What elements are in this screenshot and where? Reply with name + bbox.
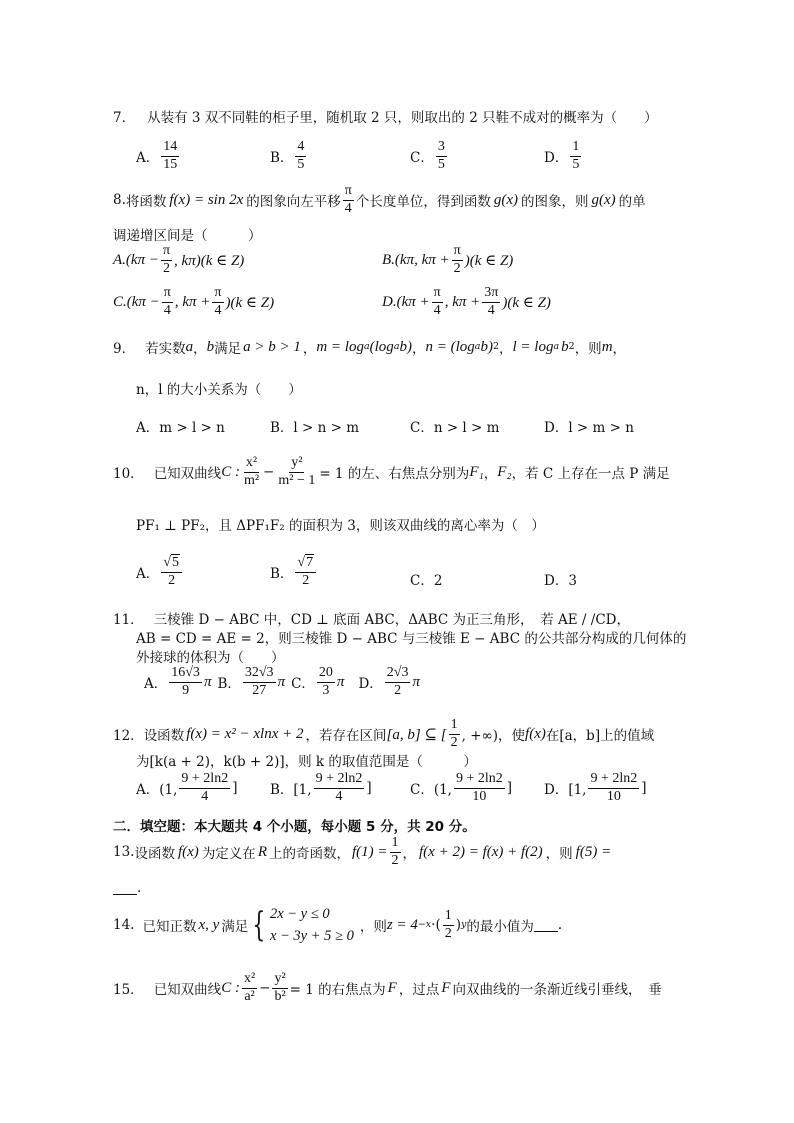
q7-option-c: [410, 140, 449, 172]
numerator: 20: [317, 666, 335, 683]
option-tail: π: [412, 673, 420, 690]
q9-sep: ，: [499, 341, 513, 357]
numerator: 32√3: [243, 666, 276, 683]
numerator: π: [343, 184, 354, 201]
q13-number: 13.: [113, 844, 135, 861]
q10-text: 已知双曲线: [153, 466, 222, 483]
numerator: 9 + 2ln2: [454, 772, 505, 789]
denominator: a²: [244, 988, 255, 1004]
q13-sep: ，: [402, 846, 417, 863]
q14-number: 14.: [113, 917, 135, 934]
option-tail: )(k ∈ Z): [225, 294, 275, 311]
q8-option-b: [382, 244, 513, 276]
fraction: [385, 666, 411, 698]
q8-function: f(x) = sin 2x: [169, 191, 244, 208]
fraction: [242, 972, 257, 1004]
fraction: [449, 718, 460, 750]
numerator: y²: [272, 972, 287, 989]
q7-option-b: [270, 140, 308, 172]
q15-text: 已知双曲线: [153, 982, 222, 999]
option-tail: )(k ∈ Z): [502, 294, 551, 311]
q13-stem-line: [113, 836, 611, 868]
numerator: 16√3: [169, 666, 202, 683]
fraction: [179, 772, 230, 804]
numerator: 1: [443, 909, 454, 926]
var-m: m: [601, 338, 613, 355]
denominator: 4: [487, 302, 495, 318]
q11-option-b: [217, 666, 285, 698]
q9-text: 满足: [214, 341, 242, 357]
q14-equation-2: x − 3y + 5 ≥ 0: [269, 928, 354, 945]
fraction: [436, 140, 447, 172]
radicand: 5: [171, 555, 179, 570]
q11-stem-line3: 外接球的体积为（ ）: [136, 650, 285, 666]
q10-option-b: [270, 556, 318, 588]
numerator: 4: [295, 140, 306, 157]
q8-text: 将函数: [125, 194, 167, 211]
fraction: [570, 140, 581, 172]
option-tail: π: [277, 673, 286, 690]
denominator: 2: [302, 572, 310, 588]
q12-interval: [a, b] ⊆ [: [386, 726, 447, 743]
q8-option-d: [382, 286, 551, 318]
q10-option-a: [136, 556, 184, 588]
q7-stem: 从装有 3 双不同鞋的柜子里，随机取 2 只，则取出的 2 只鞋不成对的概率为（ ）: [147, 110, 658, 126]
fraction: [390, 836, 401, 868]
q9-number: 9．: [113, 341, 136, 357]
q14-z: z = 4: [386, 916, 418, 933]
q11-number: 11．: [113, 612, 144, 628]
numerator: 14: [161, 140, 179, 157]
q14-text: ，则: [359, 919, 387, 936]
option-tail: , kπ)(k ∈ Z): [174, 252, 245, 269]
denominator: 27: [252, 682, 267, 698]
q14-answer-blank[interactable]: [534, 919, 558, 932]
q13-function: f(x): [177, 843, 199, 860]
q8-g-function: g(x): [493, 191, 518, 208]
fraction: [161, 244, 172, 276]
option-label: B.(kπ, kπ +: [382, 251, 450, 268]
q12-text: 在[a，b]上的值域: [545, 728, 655, 745]
q9-sep: ，: [411, 341, 426, 357]
q13-tail: .: [137, 880, 142, 896]
denominator: 2: [162, 260, 170, 276]
denominator: 2: [394, 682, 402, 698]
q12-stem-line2: 为[k(a + 2)，k(b + 2)]，则 k 的取值范围是（ ）: [136, 754, 477, 770]
q12-option-a: [136, 772, 237, 804]
numerator: π: [161, 244, 172, 261]
q12-stem-line: [113, 718, 654, 750]
q13-answer-blank[interactable]: [113, 882, 137, 895]
numerator: 3: [436, 140, 447, 157]
denominator: m² − 1: [278, 472, 316, 488]
q14-text: 已知正数: [142, 919, 197, 936]
option-tail: π: [203, 673, 212, 690]
q8-g-function: g(x): [591, 191, 616, 208]
option-mid: , kπ +: [174, 293, 211, 310]
fraction: [314, 772, 365, 804]
q14-system: [270, 903, 354, 948]
q11-stem-line: [113, 608, 630, 628]
q12-text: 设函数: [143, 728, 185, 745]
q12-option-b: [270, 772, 372, 804]
denominator: 4: [433, 302, 441, 318]
option-tail: ]: [232, 780, 238, 797]
q14-dot: ·(: [431, 917, 441, 934]
q11-stem-line2: AB = CD = AE = 2，则三棱锥 D − ABC 与三棱锥 E − ABC 的公共部分构成的几何体的: [136, 631, 687, 647]
q9-m-tail: b): [399, 338, 412, 355]
fraction: [452, 244, 463, 276]
denominator: 3: [322, 682, 330, 698]
numerator: π: [212, 286, 223, 303]
q13-answer-line: [113, 880, 141, 896]
q13-text: 上的奇函数，: [268, 846, 350, 863]
q11-option-c: [291, 666, 344, 698]
q9-text: ，则: [574, 341, 602, 357]
denominator: b²: [274, 988, 286, 1004]
fraction: [162, 286, 173, 318]
option-label: D.(kπ +: [382, 293, 430, 310]
q9-l-tail: b: [561, 338, 569, 355]
radicand: 7: [306, 555, 314, 570]
q15-f: F: [387, 979, 397, 996]
denominator: 2: [453, 260, 461, 276]
fraction: [169, 666, 202, 698]
option-tail: )(k ∈ Z): [464, 252, 514, 269]
fraction: $\frac{√7}{2}$: [295, 556, 316, 588]
q13-text: 设函数: [134, 846, 175, 863]
numerator: x²: [242, 972, 257, 989]
fraction: [161, 140, 179, 172]
denominator: 4: [214, 302, 222, 318]
numerator: 9 + 2ln2: [314, 772, 365, 789]
denominator: 10: [606, 788, 621, 804]
q10-sep: ，: [483, 466, 498, 483]
fraction: [443, 909, 454, 941]
fraction: [276, 456, 317, 488]
fraction: [295, 140, 306, 172]
q12-option-c: [410, 772, 512, 804]
q14-stem-line: [113, 903, 562, 948]
q11-option-a: [144, 666, 211, 698]
fraction: $\frac{√5}{2}$: [161, 556, 182, 588]
numerator: π: [452, 244, 463, 261]
fraction: [343, 184, 354, 216]
q8-stem-line2: 调递增区间是（ ）: [113, 228, 262, 244]
q12-function: f(x): [525, 725, 546, 742]
q15-text: = 1 的右焦点为: [289, 982, 386, 999]
q15-number: 15．: [113, 982, 144, 999]
denominator: 15: [163, 156, 178, 172]
denominator: 4: [201, 788, 209, 804]
denominator: 5: [572, 156, 580, 172]
var-b: b: [206, 338, 215, 355]
q8-text: 的图象向左平移: [246, 194, 341, 211]
q9-l: l = log: [512, 338, 554, 355]
option-label: D．[1,: [544, 782, 587, 799]
var-a: a: [185, 338, 194, 355]
fraction: [242, 456, 261, 488]
option-label: C.(kπ −: [113, 293, 160, 310]
q7-option-d: [544, 140, 583, 172]
option-tail: π: [336, 673, 345, 690]
denominator: 5: [437, 156, 445, 172]
section-fill-in-heading: 二．填空题：本大题共 4 个小题，每小题 5 分，共 20 分。: [113, 819, 476, 835]
q9-m: m = log: [316, 338, 364, 355]
q7-stem-line: [113, 106, 658, 126]
q13-text: ，则: [545, 846, 573, 863]
option-label: B．: [270, 566, 294, 583]
option-label: D．: [358, 676, 383, 693]
fraction: [588, 772, 639, 804]
option-label: C．: [291, 676, 315, 693]
q10-option-c: C．2: [410, 573, 443, 589]
q9-option-a: A．m > l > n: [136, 420, 225, 436]
numerator: 1: [570, 140, 581, 157]
numerator: y²: [289, 456, 304, 473]
denominator: 4: [163, 302, 171, 318]
option-label: A.(kπ −: [113, 251, 159, 268]
fraction: [432, 286, 443, 318]
q11-text: 三棱锥 D − ABC 中，CD ⊥ 底面 ABC，ΔABC 为正三角形， 若 AE / /CD，: [153, 612, 630, 628]
option-label: D．: [544, 150, 569, 167]
numerator: 9 + 2ln2: [588, 772, 639, 789]
denominator: 9: [182, 682, 190, 698]
q14-vars: x, y: [198, 916, 220, 933]
denominator: 2: [450, 734, 458, 750]
q10-curve: C :: [221, 463, 240, 480]
q10-text: = 1 的左、右焦点分别为: [319, 466, 470, 483]
numerator: 1: [449, 718, 460, 735]
q9-option-c: C．n > l > m: [410, 420, 500, 436]
fraction: [243, 666, 276, 698]
left-brace-icon: {: [252, 905, 266, 946]
q9-stem-line2: n，l 的大小关系为（ ）: [136, 382, 302, 398]
q12-text: , +∞)，使: [461, 728, 526, 745]
option-label: C．: [410, 150, 434, 167]
q12-option-d: [544, 772, 647, 804]
q8-stem-line: [113, 184, 646, 216]
q14-close: ): [455, 917, 461, 934]
numerator: 1: [390, 836, 401, 853]
q15-stem-line: 15． 已知双曲线 C : $\frac{\text{x²}}{\text{a²}}$ − $\frac{\text{y²}}{\text{b²}}$ = 1 的右焦点为 F ，过点 F 向双曲线的一条渐近线引垂线， 垂: [113, 971, 662, 1004]
numerator: π: [432, 286, 443, 303]
q8-option-a: [113, 244, 244, 276]
fraction: [212, 286, 223, 318]
q9-option-d: D．l > m > n: [544, 420, 634, 436]
q9-m-tail: (log: [369, 338, 394, 355]
numerator: 9 + 2ln2: [179, 772, 230, 789]
q11-options: [144, 666, 420, 698]
q12-number: 12．: [113, 728, 144, 745]
q9-sep: ，: [612, 341, 627, 357]
option-tail: ]: [506, 780, 513, 797]
denominator: 5: [297, 156, 305, 172]
denominator: 2: [444, 925, 452, 941]
option-label: B．: [217, 676, 241, 693]
option-label: A．: [136, 150, 160, 167]
option-mid: , kπ +: [444, 293, 481, 310]
q13-f5: f(5) =: [575, 843, 612, 860]
q15-text: ，过点: [398, 982, 440, 999]
q14-text: 满足: [221, 919, 249, 936]
fraction: [272, 972, 287, 1004]
q9-text: 若实数: [145, 341, 186, 357]
q8-text: 个长度单位，得到函数: [355, 194, 491, 211]
numerator: 2√3: [385, 666, 411, 683]
numerator: x²: [244, 456, 259, 473]
q9-n-tail: b): [480, 338, 493, 355]
q10-f1: F₁: [469, 463, 484, 480]
denominator: 4: [344, 200, 352, 216]
q14-tail: .: [557, 917, 563, 934]
q9-option-b: B．l > n > m: [270, 420, 360, 436]
q10-option-d: D．3: [544, 573, 577, 589]
q14-equation-1: 2x − y ≤ 0: [269, 906, 330, 922]
q8-text: 的单: [618, 194, 646, 211]
q9-sep: ，: [302, 341, 317, 357]
fraction: [482, 286, 500, 318]
q13-f1: f(1) =: [351, 843, 388, 860]
option-label: A．: [144, 676, 168, 693]
denominator: 4: [335, 788, 343, 804]
q8-text: 的图象，则: [520, 194, 589, 211]
option-label: B．[1,: [270, 782, 312, 799]
q9-condition: a > b > 1: [243, 338, 301, 355]
q8-number: 8.: [113, 192, 126, 209]
option-tail: ]: [366, 780, 372, 797]
denominator: 2: [168, 572, 176, 588]
q7-number: 7．: [113, 110, 136, 126]
q15-text: 向双曲线的一条渐近线引垂线， 垂: [452, 982, 662, 999]
option-label: B．: [270, 150, 294, 167]
q12-function: f(x) = x² − xlnx + 2: [186, 725, 304, 742]
q8-option-c: [113, 286, 274, 318]
option-label: A．(1,: [136, 782, 178, 799]
denominator: 2: [391, 852, 399, 868]
q13-text: 为定义在: [201, 846, 256, 863]
q14-exponent: y: [461, 919, 467, 931]
q15-curve: C :: [221, 979, 240, 996]
q9-n: n = (log: [425, 338, 475, 355]
q10-text: ，若 C 上存在一点 P 满足: [511, 466, 670, 483]
option-label: C．(1,: [410, 782, 452, 799]
option-label: A．: [136, 566, 160, 583]
q12-text: ，若存在区间: [305, 728, 387, 745]
option-tail: ]: [641, 780, 647, 797]
denominator: 10: [472, 788, 487, 804]
q13-relation: f(x + 2) = f(x) + f(2): [419, 843, 543, 860]
q10-stem-line: 10． 已知双曲线 C : $\frac{\text{x²}}{\text{m²}}$ − $\frac{\text{y²}}{\text{m² − 1}}$ = 1 的左、右焦点分别为 F₁ ， F₂ ，若 C 上存在一点 P 满足: [113, 455, 670, 488]
q14-text: 的最小值为: [466, 919, 534, 936]
q10-f2: F₂: [497, 463, 512, 480]
q13-r: R: [257, 843, 267, 860]
q15-f: F: [441, 979, 451, 996]
numerator: π: [162, 286, 173, 303]
q9-stem-line: 9． 若实数 a ， b 满足 a > b > 1 ， m = log a (log a b) ， n = (log a b) 2 ， l = log a b 2 ，则 m ，: [113, 338, 627, 357]
q10-number: 10．: [113, 466, 144, 483]
numerator: 3π: [482, 286, 500, 303]
q11-option-d: [358, 666, 420, 698]
q10-stem-line2: PF₁ ⊥ PF₂，且 ΔPF₁F₂ 的面积为 3，则该双曲线的离心率为（ ）: [136, 518, 545, 534]
fraction: [317, 666, 335, 698]
q9-sep: ，: [193, 341, 207, 357]
denominator: m²: [243, 472, 260, 488]
fraction: [454, 772, 505, 804]
q7-option-a: [136, 140, 181, 172]
q14-exponent: −x: [417, 919, 432, 931]
